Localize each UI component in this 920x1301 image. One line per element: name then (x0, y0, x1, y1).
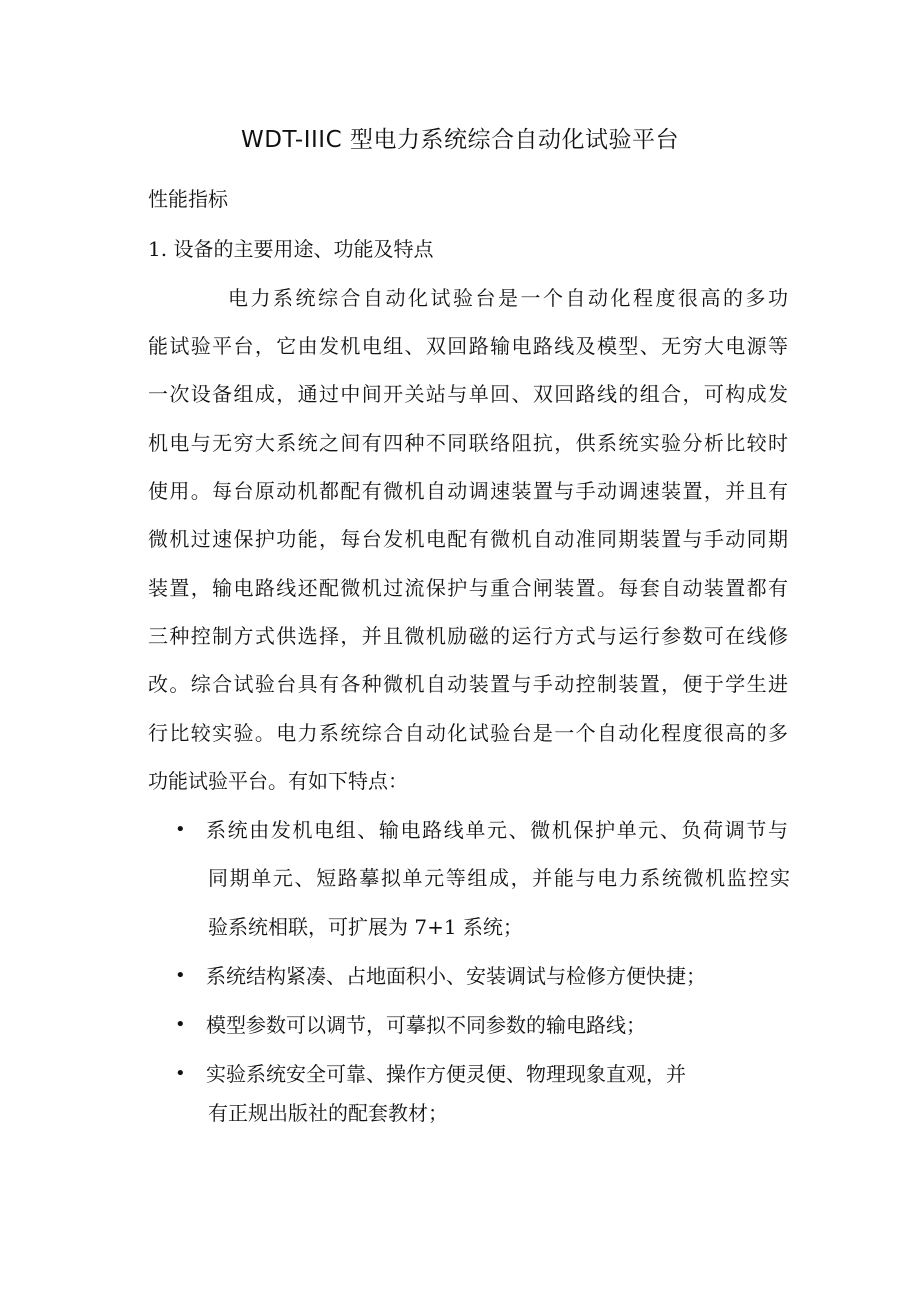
paragraph-line: 三种控制方式供选择，并且微机励磁的运行方式与运行参数可在线修 (148, 624, 788, 648)
feature-line: 实验系统安全可靠、操作方便灵便、物理现象直观，并 (206, 1062, 686, 1086)
feature-line: 系统结构紧凑、占地面积小、安装调试与检修方便快捷； (206, 964, 706, 988)
subsection-heading: 1. 设备的主要用途、功能及特点 (148, 237, 434, 261)
document-title: WDT-IIIC 型电力系统综合自动化试验平台 (241, 127, 679, 153)
feature-line: 模型参数可以调节，可摹拟不同参数的输电路线； (206, 1013, 646, 1037)
paragraph-line: 能试验平台，它由发机电组、双回路输电路线及模型、无穷大电源等 (148, 334, 788, 358)
paragraph-line: 一次设备组成，通过中间开关站与单回、双回路线的组合，可构成发 (148, 382, 788, 406)
feature-line: 验系统相联，可扩展为 7+1 系统； (208, 915, 523, 939)
feature-line: 系统由发机电组、输电路线单元、微机保护单元、负荷调节与 (206, 818, 788, 842)
paragraph-line: 微机过速保护功能，每台发机电配有微机自动准同期装置与手动同期 (148, 527, 788, 551)
bullet-dot-icon: • (175, 1014, 186, 1035)
paragraph-line: 使用。每台原动机都配有微机自动调速装置与手动调速装置，并且有 (148, 479, 788, 503)
bullet-dot-icon: • (175, 965, 186, 986)
paragraph-line: 电力系统综合自动化试验台是一个自动化程度很高的多功 (228, 286, 788, 310)
feature-line: 有正规出版社的配套教材； (208, 1101, 448, 1125)
bullet-dot-icon: • (175, 819, 186, 840)
paragraph-line: 改。综合试验台具有各种微机自动装置与手动控制装置，便于学生进 (148, 672, 788, 696)
section-heading: 性能指标 (148, 187, 228, 211)
paragraph-line: 行比较实验。电力系统综合自动化试验台是一个自动化程度很高的多 (148, 721, 788, 745)
feature-line: 同期单元、短路摹拟单元等组成，并能与电力系统微机监控实 (208, 866, 790, 890)
paragraph-line: 机电与无穷大系统之间有四种不同联络阻抗，供系统实验分析比较时 (148, 431, 788, 455)
bullet-dot-icon: • (175, 1063, 186, 1084)
paragraph-line: 装置，输电路线还配微机过流保护与重合闸装置。每套自动装置都有 (148, 576, 788, 600)
paragraph-line: 功能试验平台。有如下特点： (148, 769, 408, 793)
